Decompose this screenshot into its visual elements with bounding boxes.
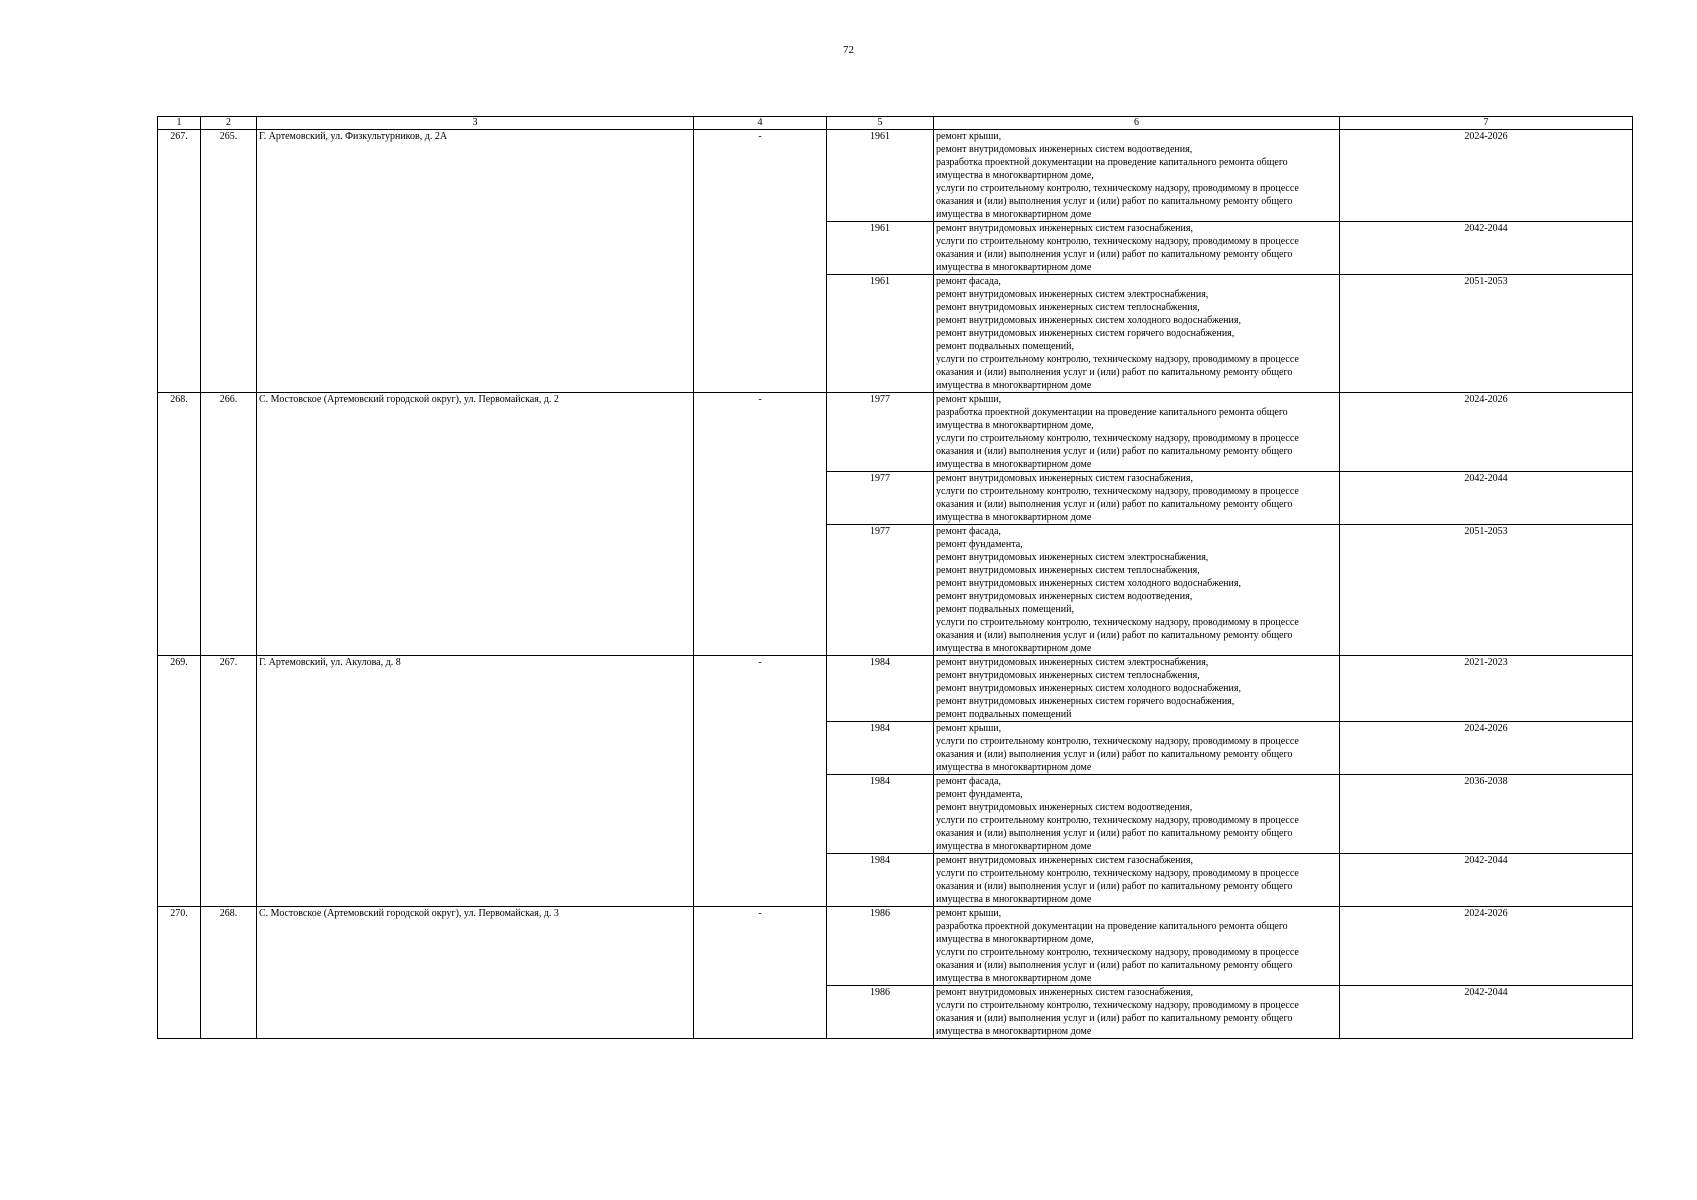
table-row [158, 907, 1633, 986]
build-year: 1977 [827, 472, 934, 525]
build-year: 1961 [827, 275, 934, 393]
repair-period: 2042-2044 [1340, 986, 1633, 1039]
works-list: ремонт внутридомовых инженерных систем газоснабжения, услуги по строительному контролю, техническому надзору, проводимому в процессе оказания и (или) выполнения услуг и (или) работ по капитальному ремонту общего имущества в многоквартирном доме [934, 854, 1340, 907]
row-number: 267. [158, 130, 201, 393]
row-number-2: 265. [201, 130, 257, 393]
column-4-value: - [694, 130, 827, 393]
column-header: 1 [158, 117, 201, 130]
capital-repair-table [157, 116, 1633, 1039]
repair-period: 2042-2044 [1340, 854, 1633, 907]
works-list: ремонт крыши, разработка проектной документации на проведение капитального ремонта общего имущества в многоквартирном доме, услуги по строительному контролю, техническому надзору, проводимому в процессе оказания и (или) выполнения услуг и (или) работ по капитальному ремонту общего имущества в многоквартирном доме [934, 907, 1340, 986]
works-list: ремонт внутридомовых инженерных систем электроснабжения, ремонт внутридомовых инженерных систем теплоснабжения, ремонт внутридомовых инженерных систем холодного водоснабжения, ремонт внутридомовых инженерных систем горячего водоснабжения, ремонт подвальных помещений [934, 656, 1340, 722]
build-year: 1961 [827, 222, 934, 275]
row-number: 270. [158, 907, 201, 1039]
works-list: ремонт внутридомовых инженерных систем газоснабжения, услуги по строительному контролю, техническому надзору, проводимому в процессе оказания и (или) выполнения услуг и (или) работ по капитальному ремонту общего имущества в многоквартирном доме [934, 222, 1340, 275]
repair-period: 2024-2026 [1340, 722, 1633, 775]
repair-period: 2042-2044 [1340, 472, 1633, 525]
works-list: ремонт крыши, ремонт внутридомовых инженерных систем водоотведения, разработка проектной документации на проведение капитального ремонта общего имущества в многоквартирном доме, услуги по строительному контролю, техническому надзору, проводимому в процессе оказания и (или) выполнения услуг и (или) работ по капитальному ремонту общего имущества в многоквартирном доме [934, 130, 1340, 222]
build-year: 1984 [827, 775, 934, 854]
repair-period: 2021-2023 [1340, 656, 1633, 722]
building-address: С. Мостовское (Артемовский городской округ), ул. Первомайская, д. 3 [257, 907, 694, 1039]
works-list: ремонт крыши, услуги по строительному контролю, техническому надзору, проводимому в процессе оказания и (или) выполнения услуг и (или) работ по капитальному ремонту общего имущества в многоквартирном доме [934, 722, 1340, 775]
column-header: 3 [257, 117, 694, 130]
repair-period: 2042-2044 [1340, 222, 1633, 275]
table-row [158, 393, 1633, 472]
repair-period: 2036-2038 [1340, 775, 1633, 854]
column-4-value: - [694, 907, 827, 1039]
repair-period: 2024-2026 [1340, 130, 1633, 222]
row-number-2: 267. [201, 656, 257, 907]
table-row [158, 130, 1633, 222]
row-number-2: 266. [201, 393, 257, 656]
building-address: Г. Артемовский, ул. Физкультурников, д. 2А [257, 130, 694, 393]
build-year: 1977 [827, 393, 934, 472]
column-4-value: - [694, 656, 827, 907]
table-row [158, 656, 1633, 722]
row-number: 269. [158, 656, 201, 907]
works-list: ремонт фасада, ремонт фундамента, ремонт внутридомовых инженерных систем водоотведения, услуги по строительному контролю, техническому надзору, проводимому в процессе оказания и (или) выполнения услуг и (или) работ по капитальному ремонту общего имущества в многоквартирном доме [934, 775, 1340, 854]
repair-period: 2051-2053 [1340, 275, 1633, 393]
row-number: 268. [158, 393, 201, 656]
repair-period: 2024-2026 [1340, 393, 1633, 472]
building-address: С. Мостовское (Артемовский городской округ), ул. Первомайская, д. 2 [257, 393, 694, 656]
build-year: 1977 [827, 525, 934, 656]
works-list: ремонт внутридомовых инженерных систем газоснабжения, услуги по строительному контролю, техническому надзору, проводимому в процессе оказания и (или) выполнения услуг и (или) работ по капитальному ремонту общего имущества в многоквартирном доме [934, 472, 1340, 525]
build-year: 1961 [827, 130, 934, 222]
column-header: 6 [934, 117, 1340, 130]
building-address: Г. Артемовский, ул. Акулова, д. 8 [257, 656, 694, 907]
build-year: 1984 [827, 854, 934, 907]
repair-period: 2024-2026 [1340, 907, 1633, 986]
column-header: 7 [1340, 117, 1633, 130]
works-list: ремонт фасада, ремонт внутридомовых инженерных систем электроснабжения, ремонт внутридомовых инженерных систем теплоснабжения, ремонт внутридомовых инженерных систем холодного водоснабжения, ремонт внутридомовых инженерных систем горячего водоснабжения, ремонт подвальных помещений, услуги по строительному контролю, техническому надзору, проводимому в процессе оказания и (или) выполнения услуг и (или) работ по капитальному ремонту общего имущества в многоквартирном доме [934, 275, 1340, 393]
repair-period: 2051-2053 [1340, 525, 1633, 656]
row-number-2: 268. [201, 907, 257, 1039]
column-header: 5 [827, 117, 934, 130]
column-4-value: - [694, 393, 827, 656]
build-year: 1986 [827, 986, 934, 1039]
works-list: ремонт фасада, ремонт фундамента, ремонт внутридомовых инженерных систем электроснабжения, ремонт внутридомовых инженерных систем теплоснабжения, ремонт внутридомовых инженерных систем холодного водоснабжения, ремонт внутридомовых инженерных систем водоотведения, ремонт подвальных помещений, услуги по строительному контролю, техническому надзору, проводимому в процессе оказания и (или) выполнения услуг и (или) работ по капитальному ремонту общего имущества в многоквартирном доме [934, 525, 1340, 656]
page-number: 72 [843, 44, 854, 56]
column-header: 4 [694, 117, 827, 130]
build-year: 1984 [827, 722, 934, 775]
build-year: 1986 [827, 907, 934, 986]
column-number-row [158, 117, 1633, 130]
works-list: ремонт внутридомовых инженерных систем газоснабжения, услуги по строительному контролю, техническому надзору, проводимому в процессе оказания и (или) выполнения услуг и (или) работ по капитальному ремонту общего имущества в многоквартирном доме [934, 986, 1340, 1039]
works-list: ремонт крыши, разработка проектной документации на проведение капитального ремонта общего имущества в многоквартирном доме, услуги по строительному контролю, техническому надзору, проводимому в процессе оказания и (или) выполнения услуг и (или) работ по капитальному ремонту общего имущества в многоквартирном доме [934, 393, 1340, 472]
build-year: 1984 [827, 656, 934, 722]
column-header: 2 [201, 117, 257, 130]
